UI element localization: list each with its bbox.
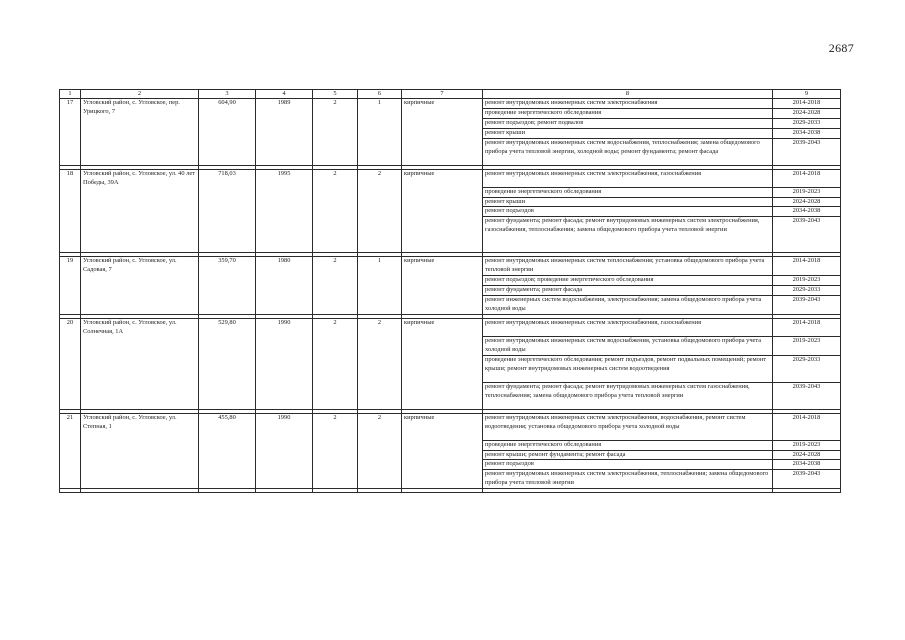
building-address: Угловский район, с. Угловское, ул. Садовая, 7 xyxy=(81,257,199,314)
wall-material: кирпичные xyxy=(402,169,483,253)
building-floors: 2 xyxy=(313,99,358,166)
building-floors: 2 xyxy=(313,318,358,409)
repair-work: ремонт внутридомовых инженерных систем электроснабжения, газоснабжения xyxy=(483,318,773,336)
repair-work: ремонт фундамента; ремонт фасада xyxy=(483,286,773,296)
wall-material: кирпичные xyxy=(402,318,483,409)
capital-repair-table xyxy=(59,89,841,493)
repair-work: проведение энергетического обследования xyxy=(483,187,773,197)
repair-period: 2029-2033 xyxy=(773,286,841,296)
table-row xyxy=(60,169,841,187)
repair-work: ремонт подъездов; ремонт подвалов xyxy=(483,118,773,128)
spacer-cell xyxy=(256,489,313,493)
table-row xyxy=(60,99,841,109)
repair-work: проведение энергетического обследования xyxy=(483,108,773,118)
building-entrances: 2 xyxy=(358,318,402,409)
spacer-cell xyxy=(199,489,256,493)
repair-work: ремонт крыши xyxy=(483,197,773,207)
repair-period: 2014-2018 xyxy=(773,413,841,440)
building-number: 19 xyxy=(60,257,81,314)
spacer-cell xyxy=(402,489,483,493)
repair-work: проведение энергетического обследования xyxy=(483,440,773,450)
repair-work: проведение энергетического обследования; ремонт подъездов, ремонт подвальных помещений; ремонт крыши; ремонт внутридомовых инженерных систем водоотведения xyxy=(483,355,773,382)
building-floors: 2 xyxy=(313,169,358,253)
building-number: 17 xyxy=(60,99,81,166)
building-floors: 2 xyxy=(313,257,358,314)
repair-period: 2024-2028 xyxy=(773,450,841,460)
table-row xyxy=(60,318,841,336)
repair-work: ремонт внутридомовых инженерных систем водоснабжения, установка общедомового прибора учета холодной воды xyxy=(483,336,773,355)
repair-period: 2039-2043 xyxy=(773,382,841,409)
building-year: 1990 xyxy=(256,413,313,489)
spacer-cell xyxy=(60,489,81,493)
building-address: Угловский район, с. Угловское, ул. Степная, 1 xyxy=(81,413,199,489)
repair-period: 2034-2038 xyxy=(773,460,841,470)
spacer-row xyxy=(60,489,841,493)
building-entrances: 1 xyxy=(358,257,402,314)
column-number-6: 6 xyxy=(358,90,402,99)
building-number: 18 xyxy=(60,169,81,253)
repair-work: ремонт фундамента; ремонт фасада; ремонт внутридомовых инженерных систем электроснабжения, газоснабжения, теплоснабжения; замена общедомового прибора учета тепловой энергии xyxy=(483,217,773,253)
repair-work: ремонт подъездов xyxy=(483,460,773,470)
repair-work: ремонт подъездов; проведение энергетического обследования xyxy=(483,276,773,286)
column-number-2: 2 xyxy=(81,90,199,99)
repair-period: 2039-2043 xyxy=(773,470,841,489)
column-number-3: 3 xyxy=(199,90,256,99)
repair-work: ремонт инженерных систем водоснабжения, электроснабжения; замена общедомового прибора учета холодной воды xyxy=(483,295,773,314)
building-number: 21 xyxy=(60,413,81,489)
spacer-cell xyxy=(313,489,358,493)
column-number-1: 1 xyxy=(60,90,81,99)
repair-work: ремонт внутридомовых инженерных систем электроснабжения xyxy=(483,99,773,109)
table-row xyxy=(60,257,841,276)
wall-material: кирпичные xyxy=(402,257,483,314)
building-entrances: 2 xyxy=(358,169,402,253)
repair-period: 2019-2023 xyxy=(773,336,841,355)
building-address: Угловский район, с. Угловское, ул. Солнечная, 1А xyxy=(81,318,199,409)
repair-period: 2019-2023 xyxy=(773,440,841,450)
repair-period: 2034-2038 xyxy=(773,207,841,217)
building-number: 20 xyxy=(60,318,81,409)
repair-period: 2019-2023 xyxy=(773,187,841,197)
column-number-5: 5 xyxy=(313,90,358,99)
wall-material: кирпичные xyxy=(402,413,483,489)
repair-work: ремонт внутридомовых инженерных систем водоснабжения, теплоснабжения; замена общедомового прибора учета тепловой энергии, холодной воды; ремонт фундамента; ремонт фасада xyxy=(483,138,773,165)
building-area: 604,90 xyxy=(199,99,256,166)
column-number-row xyxy=(60,90,841,99)
repair-period: 2014-2018 xyxy=(773,257,841,276)
repair-period: 2039-2043 xyxy=(773,295,841,314)
building-year: 1995 xyxy=(256,169,313,253)
column-number-4: 4 xyxy=(256,90,313,99)
building-entrances: 2 xyxy=(358,413,402,489)
wall-material: кирпичные xyxy=(402,99,483,166)
column-number-8: 8 xyxy=(483,90,773,99)
building-area: 718,03 xyxy=(199,169,256,253)
repair-period: 2019-2023 xyxy=(773,276,841,286)
building-area: 455,80 xyxy=(199,413,256,489)
repair-period: 2014-2018 xyxy=(773,99,841,109)
spacer-cell xyxy=(358,489,402,493)
page-number: 2687 xyxy=(828,41,854,55)
building-year: 1980 xyxy=(256,257,313,314)
building-entrances: 1 xyxy=(358,99,402,166)
building-address: Угловский район, с. Угловское, ул. 40 лет Победы, 39А xyxy=(81,169,199,253)
repair-period: 2014-2018 xyxy=(773,318,841,336)
spacer-cell xyxy=(773,489,841,493)
repair-work: ремонт внутридомовых инженерных систем электроснабжения, водоснабжения, ремонт систем водоотведения; установка общедомового прибора учета холодной воды xyxy=(483,413,773,440)
spacer-cell xyxy=(483,489,773,493)
building-year: 1990 xyxy=(256,318,313,409)
repair-period: 2024-2028 xyxy=(773,197,841,207)
building-address: Угловский район, с. Угловское, пер. Урицкого, 7 xyxy=(81,99,199,166)
building-floors: 2 xyxy=(313,413,358,489)
repair-work: ремонт фундамента; ремонт фасада; ремонт внутридомовых инженерных систем газоснабжения, теплоснабжения; замена общедомового прибора учета тепловой энергии xyxy=(483,382,773,409)
spacer-cell xyxy=(81,489,199,493)
building-year: 1989 xyxy=(256,99,313,166)
building-area: 359,70 xyxy=(199,257,256,314)
repair-work: ремонт внутридомовых инженерных систем теплоснабжения; установка общедомового прибора учета тепловой энергии xyxy=(483,257,773,276)
repair-work: ремонт внутридомовых инженерных систем электроснабжения, теплоснабжения; замена общедомового прибора учета тепловой энергии xyxy=(483,470,773,489)
building-area: 529,80 xyxy=(199,318,256,409)
repair-work: ремонт крыши xyxy=(483,128,773,138)
repair-work: ремонт крыши; ремонт фундамента; ремонт фасада xyxy=(483,450,773,460)
repair-period: 2024-2028 xyxy=(773,108,841,118)
repair-period: 2014-2018 xyxy=(773,169,841,187)
repair-work: ремонт подъездов xyxy=(483,207,773,217)
repair-period: 2039-2043 xyxy=(773,138,841,165)
column-number-9: 9 xyxy=(773,90,841,99)
repair-period: 2029-2033 xyxy=(773,118,841,128)
repair-period: 2039-2043 xyxy=(773,217,841,253)
repair-period: 2034-2038 xyxy=(773,128,841,138)
repair-work: ремонт внутридомовых инженерных систем электроснабжения, газоснабжения xyxy=(483,169,773,187)
column-number-7: 7 xyxy=(402,90,483,99)
table-row xyxy=(60,413,841,440)
repair-period: 2029-2033 xyxy=(773,355,841,382)
